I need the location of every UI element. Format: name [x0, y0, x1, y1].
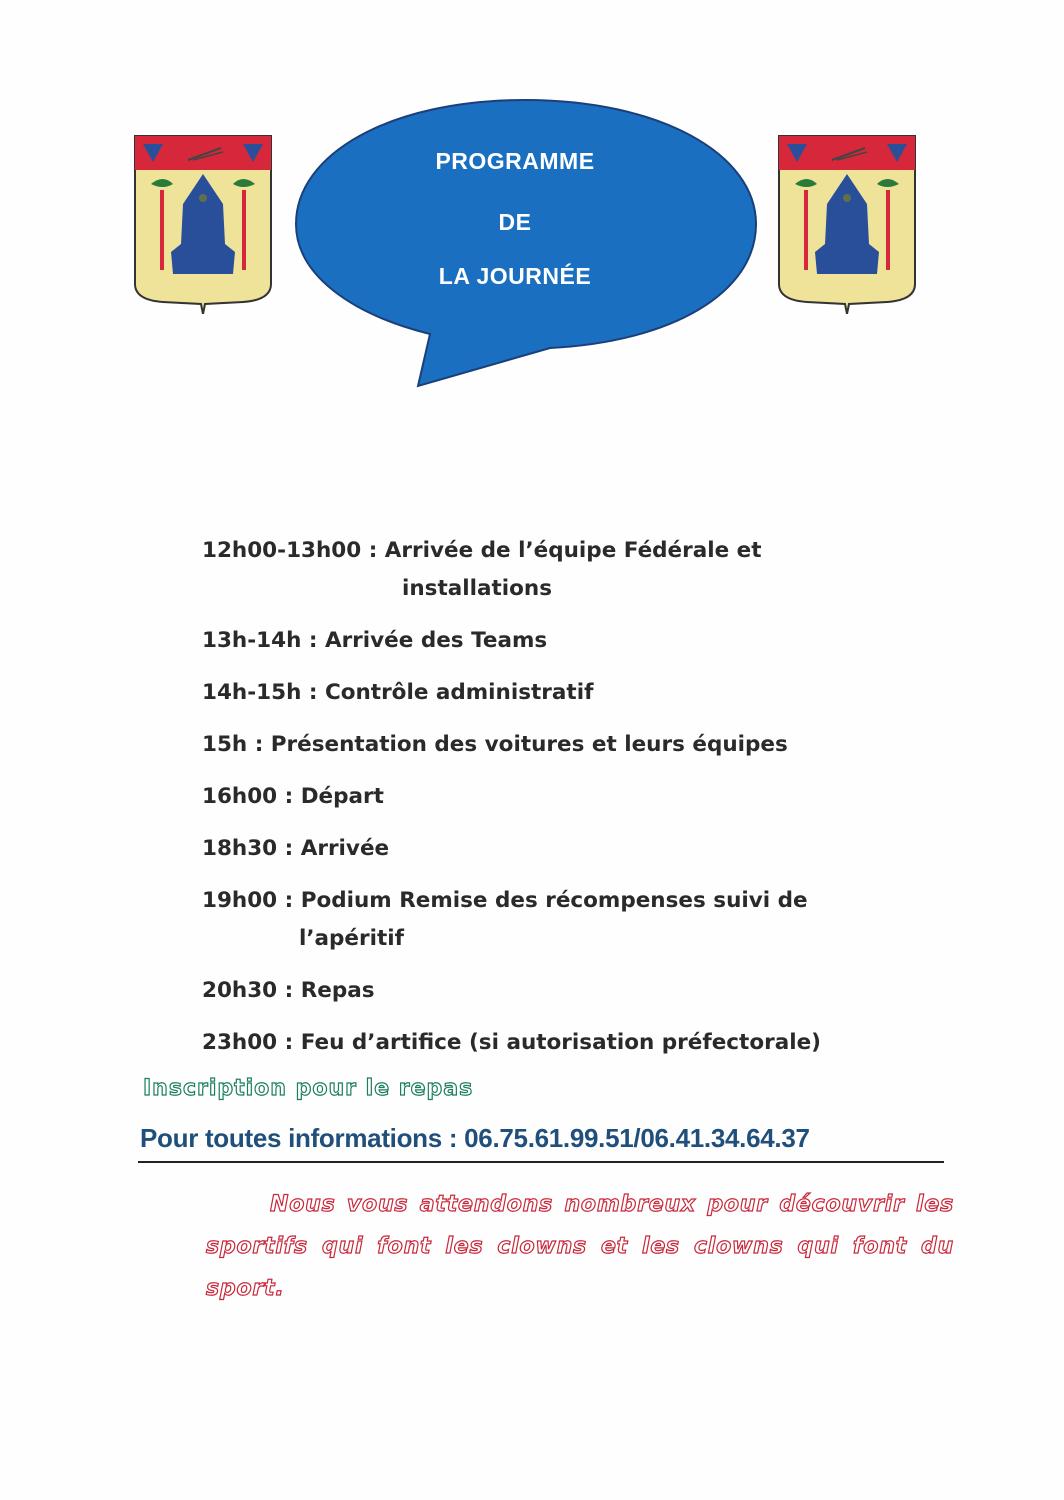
schedule-item	[202, 726, 942, 764]
schedule-item-text: 15h : Présentation des voitures et leurs équipes	[202, 732, 788, 757]
coat-of-arms-right	[777, 134, 917, 314]
schedule-item-text: 13h-14h : Arrivée des Teams	[202, 628, 548, 653]
schedule-item	[202, 1024, 942, 1062]
schedule-item-text: 14h-15h : Contrôle administratif	[202, 680, 594, 705]
bubble-title-line-3: LA JOURNÉE	[438, 263, 592, 289]
inscription-note: Inscription pour le repas	[143, 1076, 474, 1101]
schedule-item	[202, 882, 942, 958]
bubble-title-line-1: PROGRAMME	[435, 148, 595, 174]
schedule-item	[202, 830, 942, 868]
contact-info: Pour toutes informations : 06.75.61.99.51/06.41.34.64.37	[140, 1123, 810, 1153]
schedule-list	[202, 532, 942, 1076]
schedule-item-text: 20h30 : Repas	[202, 978, 375, 1003]
schedule-item	[202, 778, 942, 816]
schedule-item-continuation: installations	[402, 576, 553, 601]
schedule-item	[202, 622, 942, 660]
schedule-item-continuation: l’apéritif	[299, 926, 404, 951]
schedule-item-text: 12h00-13h00 : Arrivée de l’équipe Fédérale et	[202, 538, 762, 563]
schedule-item	[202, 532, 942, 608]
schedule-item	[202, 972, 942, 1010]
schedule-item	[202, 674, 942, 712]
bubble-title-line-2: DE	[498, 209, 532, 235]
schedule-item-text: 19h00 : Podium Remise des récompenses suivi de	[202, 888, 808, 913]
schedule-item-text: 18h30 : Arrivée	[202, 836, 390, 861]
speech-bubble	[290, 94, 760, 390]
closing-message: Nous vous attendons nombreux pour découvrir les sportifs qui font les clowns et les clowns qui font du sport.	[206, 1192, 954, 1301]
schedule-item-text: 23h00 : Feu d’artifice (si autorisation préfectorale)	[202, 1030, 821, 1055]
divider	[138, 1161, 944, 1163]
schedule-item-text: 16h00 : Départ	[202, 784, 384, 809]
coat-of-arms-left	[133, 134, 273, 314]
